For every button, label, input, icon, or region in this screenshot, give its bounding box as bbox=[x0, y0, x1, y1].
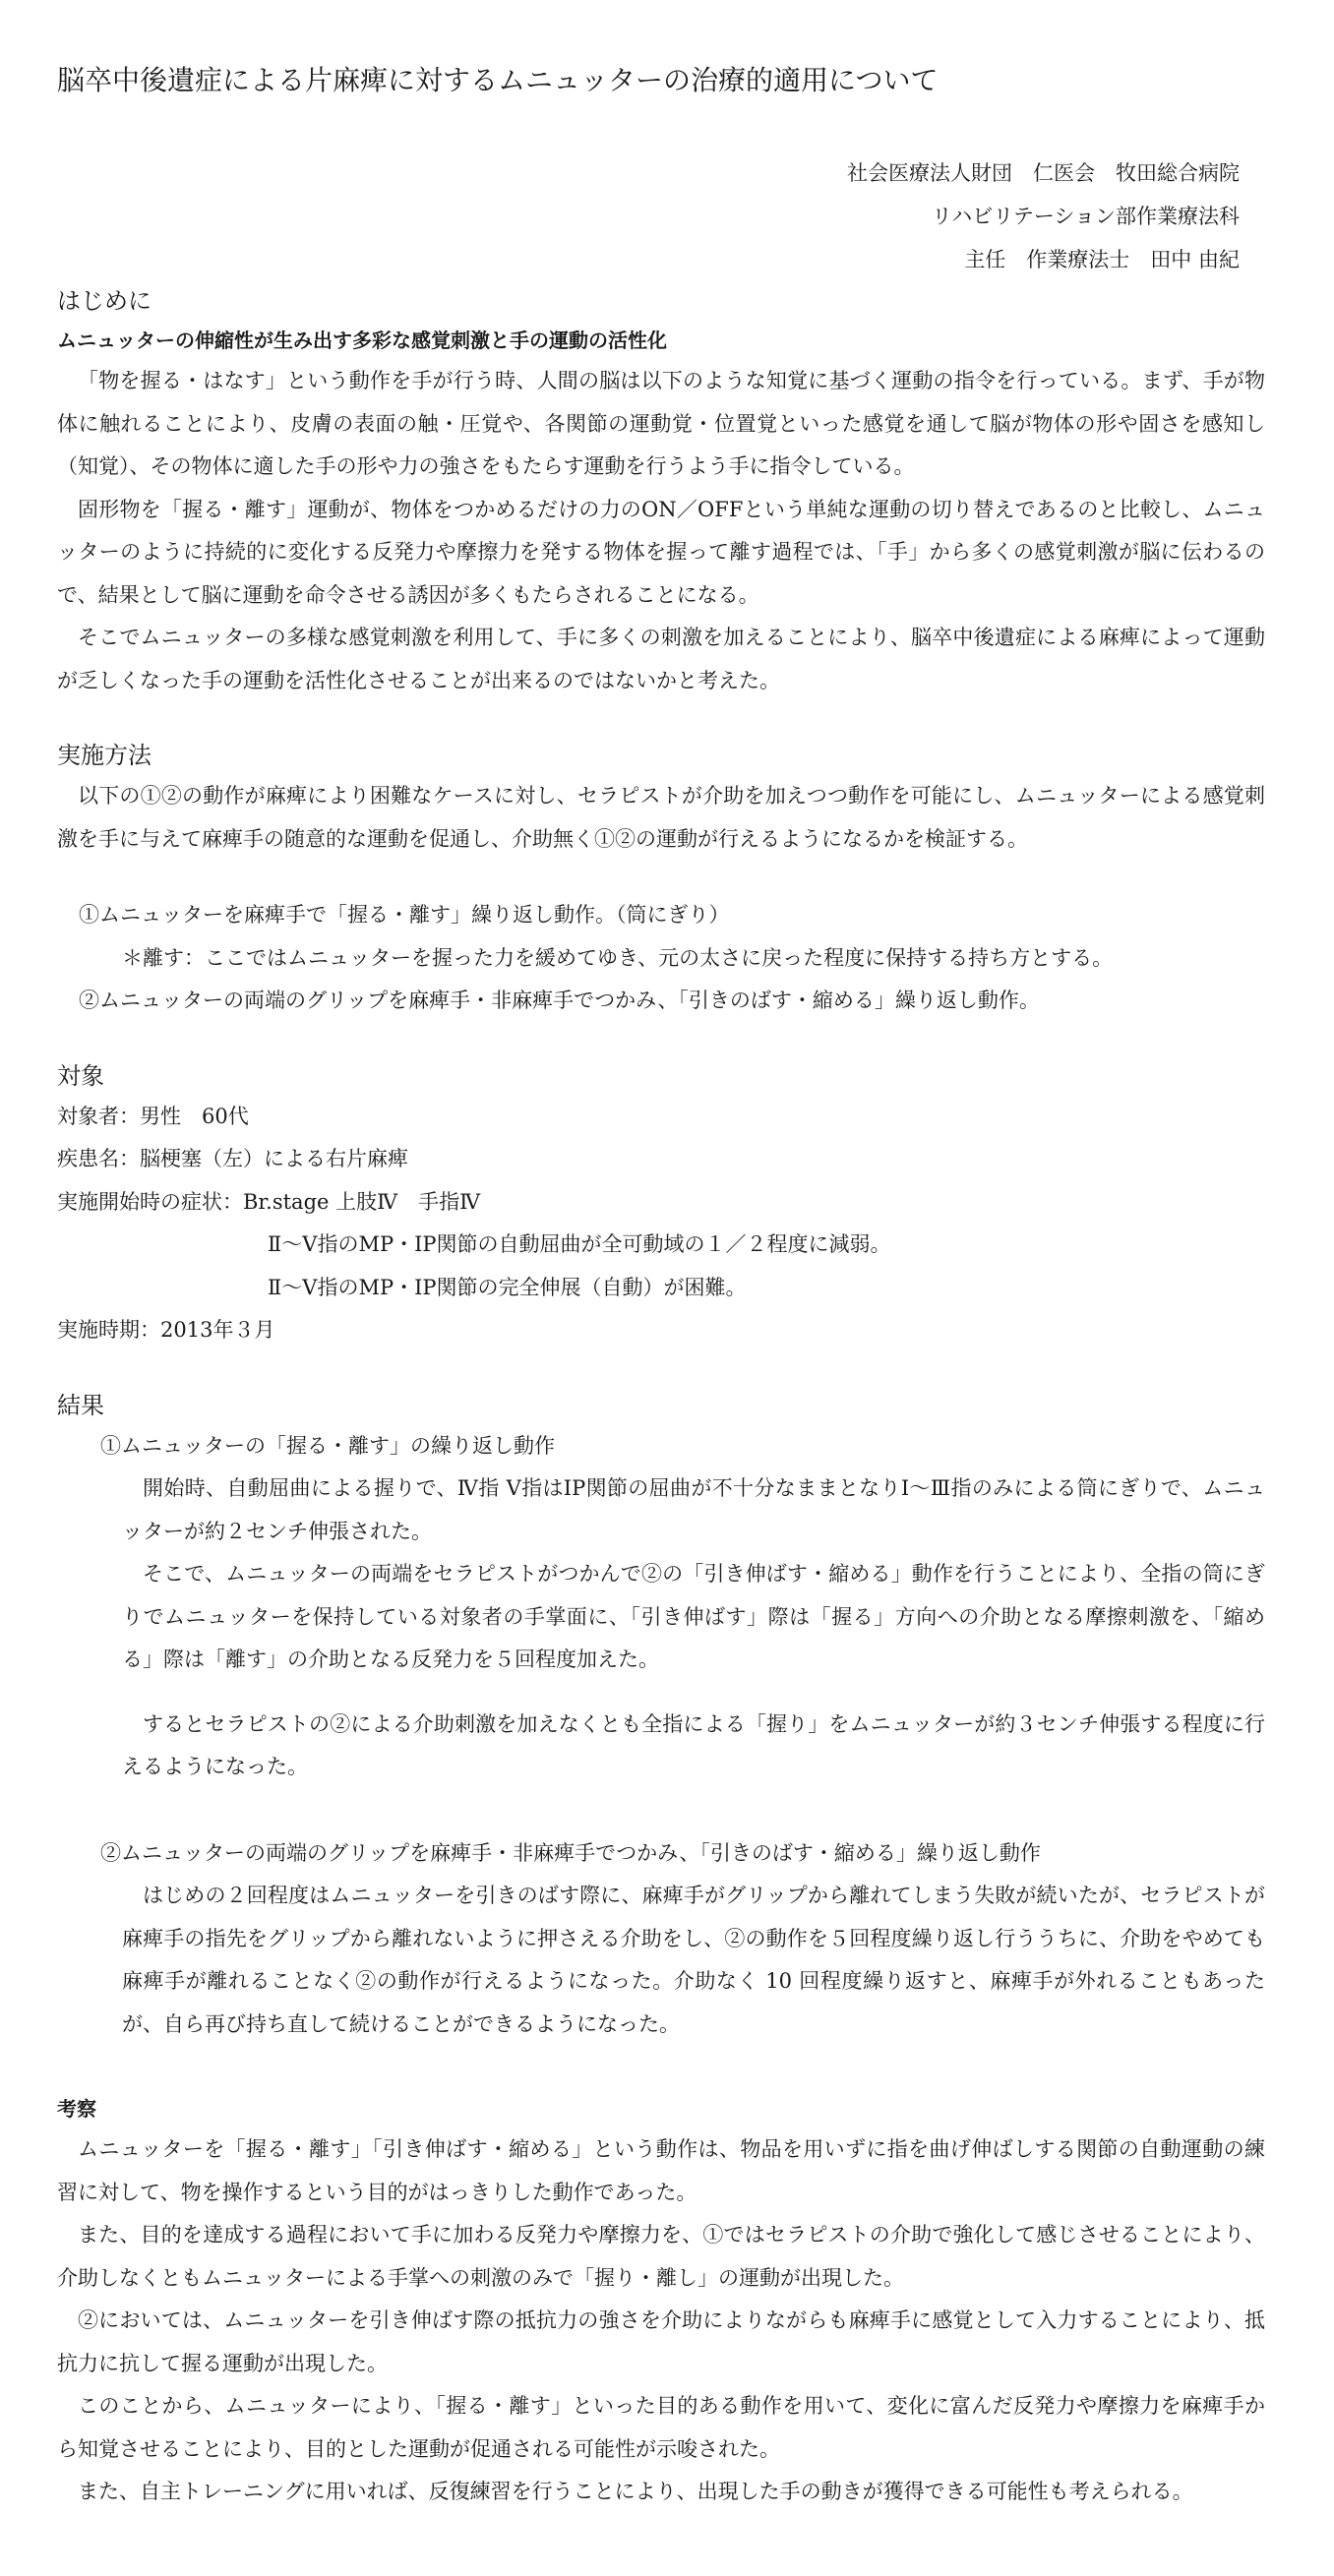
section-subject bbox=[57, 1056, 1265, 1352]
discussion-paragraph-5: また、自主トレーニングに用いれば、反復練習を行うことにより、出現した手の動きが獲得できる可能性も考えられる。 bbox=[78, 2480, 1193, 2503]
result-1-paragraph-1: 開始時、自動屈曲による握りで、Ⅳ指 Ⅴ指はIP関節の屈曲が不十分なままとなりⅠ～Ⅲ指のみによる筒にぎりで、ムニュッターが約２センチ伸張された。 bbox=[122, 1476, 1265, 1543]
section-results bbox=[57, 1386, 1265, 2047]
subject-symptoms: 実施開始時の症状：Br.stage 上肢Ⅳ 手指Ⅳ bbox=[57, 1189, 481, 1214]
subject-symptom-flexion: Ⅱ～Ⅴ指のMP・IP関節の自動屈曲が全可動域の１／２程度に減弱。 bbox=[268, 1232, 891, 1256]
affiliation-hospital: 社会医療法人財団 仁医会 牧田総合病院 bbox=[847, 161, 1240, 185]
discussion-paragraph-2: また、目的を達成する過程において手に加わる反発力や摩擦力を、①ではセラピストの介助で強化して感じさせることにより、介助しなくともムニュッターによる手掌への刺激のみで「握り・離し」の運動が出現した。 bbox=[57, 2223, 1265, 2290]
result-1-paragraph-2: そこで、ムニュッターの両端をセラピストがつかんで②の「引き伸ばす・縮める」動作を行うことにより、全指の筒にぎりでムニュッターを保持している対象者の手掌面に、「引き伸ばす」際は「握る」方向への介助となる摩擦刺激を、「縮める」際は「離す」の介助となる反発力を５回程度加えた。 bbox=[122, 1562, 1265, 1671]
result-1-paragraph-3: するとセラピストの②による介助刺激を加えなくとも全指による「握り」をムニュッターが約３センチ伸張する程度に行えるようになった。 bbox=[122, 1711, 1265, 1778]
intro-paragraph-1: 「物を握る・はなす」という動作を手が行う時、人間の脳は以下のような知覚に基づく運動の指令を行っている。まず、手が物体に触れることにより、皮膚の表面の触・圧覚や、各関節の運動覚・位置覚といった感覚を通して脳が物体の形や固さを感知し（知覚）、その物体に適した手の形や力の強さをもたらす運動を行うよう手に指令している。 bbox=[57, 369, 1265, 478]
result-1-title: ①ムニュッターの「握る・離す」の繰り返し動作 bbox=[100, 1433, 555, 1458]
section-heading-subject: 対象 bbox=[57, 1061, 104, 1090]
paper-title: 脳卒中後遺症による片麻痺に対するムニュッターの治療的適用について bbox=[57, 64, 939, 96]
intro-subheading: ムニュッターの伸縮性が生み出す多彩な感覚刺激と手の運動の活性化 bbox=[57, 329, 667, 352]
subject-diagnosis: 疾患名：脳梗塞（左）による右片麻痺 bbox=[57, 1147, 408, 1170]
intro-paragraph-3: そこでムニュッターの多様な感覚刺激を利用して、手に多くの刺激を加えることにより、脳卒中後遺症による麻痺によって運動が乏しくなった手の運動を活性化させることが出来るのではないかと考えた。 bbox=[57, 626, 1265, 692]
method-item-1: ①ムニュッターを麻痺手で「握る・離す」繰り返し動作。（筒にぎり） bbox=[79, 903, 730, 927]
method-note-1: ＊離す：ここではムニュッターを握った力を緩めてゆき、元の太さに戻った程度に保持する持ち方とする。 bbox=[122, 945, 1114, 970]
discussion-paragraph-3: ②においては、ムニュッターを引き伸ばす際の抵抗力の強さを介助によりながらも麻痺手に感覚として入力することにより、抵抗力に抗して握る運動が出現した。 bbox=[57, 2308, 1265, 2375]
subject-symptom-extension: Ⅱ～Ⅴ指のMP・IP関節の完全伸展（自動）が困難。 bbox=[268, 1275, 747, 1299]
subject-patient: 対象者：男性 60代 bbox=[57, 1104, 249, 1128]
section-heading-discussion: 考察 bbox=[57, 2097, 96, 2121]
method-item-2: ②ムニュッターの両端のグリップを麻痺手・非麻痺手でつかみ、「引きのばす・縮める」繰り返し動作。 bbox=[79, 988, 1040, 1012]
section-heading-method: 実施方法 bbox=[57, 742, 152, 769]
result-2-paragraph-1: はじめの２回程度はムニュッターを引きのばす際に、麻痺手がグリップから離れてしまう失敗が続いたが、セラピストが麻痺手の指先をグリップから離れないように押さえる介助をし、②の動作を５回程度繰り返し行ううちに、介助をやめても麻痺手が離れることなく②の動作が行えるようになった。介助なく 10 回程度繰り返すと、麻痺手が外れることもあったが、自ら再び持ち直して続けることができるようになった。 bbox=[122, 1884, 1265, 2036]
subject-period: 実施時期：2013年３月 bbox=[57, 1318, 275, 1342]
section-heading-results: 結果 bbox=[57, 1391, 104, 1419]
discussion-paragraph-1: ムニュッターを「握る・離す」「引き伸ばす・縮める」という動作は、物品を用いずに指を曲げ伸ばしする関節の自動運動の練習に対して、物を操作するという目的がはっきりした動作であった。 bbox=[57, 2137, 1265, 2204]
discussion-paragraph-4: このことから、ムニュッターにより、「握る・離す」といった目的ある動作を用いて、変化に富んだ反発力や摩擦力を麻痺手から知覚させることにより、目的とした運動が促通される可能性が示唆された。 bbox=[57, 2394, 1265, 2461]
intro-paragraph-2: 固形物を「握る・離す」運動が、物体をつかめるだけの力のON／OFFという単純な運動の切り替えであるのと比較し、ムニュッターのように持続的に変化する反発力や摩擦力を発する物体を握って離す過程では、「手」から多くの感覚刺激が脳に伝わるので、結果として脳に運動を命令させる誘因が多くもたらされることになる。 bbox=[57, 497, 1265, 607]
section-heading-introduction: はじめに bbox=[57, 287, 152, 315]
author-affiliation bbox=[57, 151, 1265, 281]
section-introduction bbox=[57, 281, 1265, 702]
section-discussion bbox=[57, 2089, 1265, 2514]
result-2-title: ②ムニュッターの両端のグリップを麻痺手・非麻痺手でつかみ、「引きのばす・縮める」繰り返し動作 bbox=[100, 1840, 1041, 1865]
section-method bbox=[57, 736, 1265, 1023]
method-paragraph: 以下の①②の動作が麻痺により困難なケースに対し、セラピストが介助を加えつつ動作を可能にし、ムニュッターによる感覚刺激を手に与えて麻痺手の随意的な運動を促通し、介助無く①②の運動が行えるようになるかを検証する。 bbox=[57, 784, 1265, 851]
affiliation-department: リハビリテーション部作業療法科 bbox=[931, 205, 1240, 228]
affiliation-author: 主任 作業療法士 田中 由紀 bbox=[964, 248, 1240, 271]
